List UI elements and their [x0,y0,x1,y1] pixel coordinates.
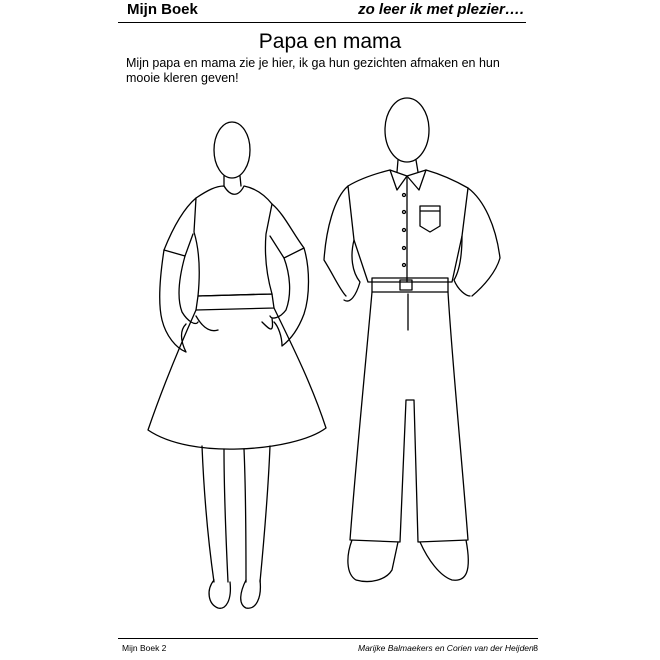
mama-left-leg [202,446,228,582]
papa-shirt-pocket [420,206,440,232]
mama-figure [148,122,326,608]
intro-text: Mijn papa en mama zie je hier, ik ga hun gezichten afmaken en hun mooie kleren geven! [126,56,500,85]
mama-left-arm [160,250,198,352]
mama-right-shoe [241,580,261,608]
papa-right-shoe [420,540,468,580]
page-title: Papa en mama [258,30,402,53]
mama-head [214,122,250,178]
papa-figure [324,98,500,582]
mama-skirt [148,308,326,449]
page-footer [118,638,538,659]
mama-right-arm [270,248,309,346]
footer-book: Mijn Boek 2 [122,643,167,653]
papa-trousers [350,292,468,542]
book-title: Mijn Boek [127,1,198,18]
papa-head [385,98,429,162]
papa-collar [390,170,426,190]
papa-shirt [348,170,468,282]
papa-left-shoe [348,540,398,582]
mama-waistband [196,294,274,310]
mama-right-sleeve [270,204,304,258]
footer-authors: Marijke Balmaekers en Corien van der Heijden [358,643,534,653]
mama-right-leg [244,446,270,582]
mama-left-shoe [209,580,230,608]
page-number: 8 [533,643,538,653]
mama-bodice [194,186,272,296]
mama-left-sleeve [164,198,196,256]
book-slogan: zo leer ik met plezier…. [358,1,524,18]
